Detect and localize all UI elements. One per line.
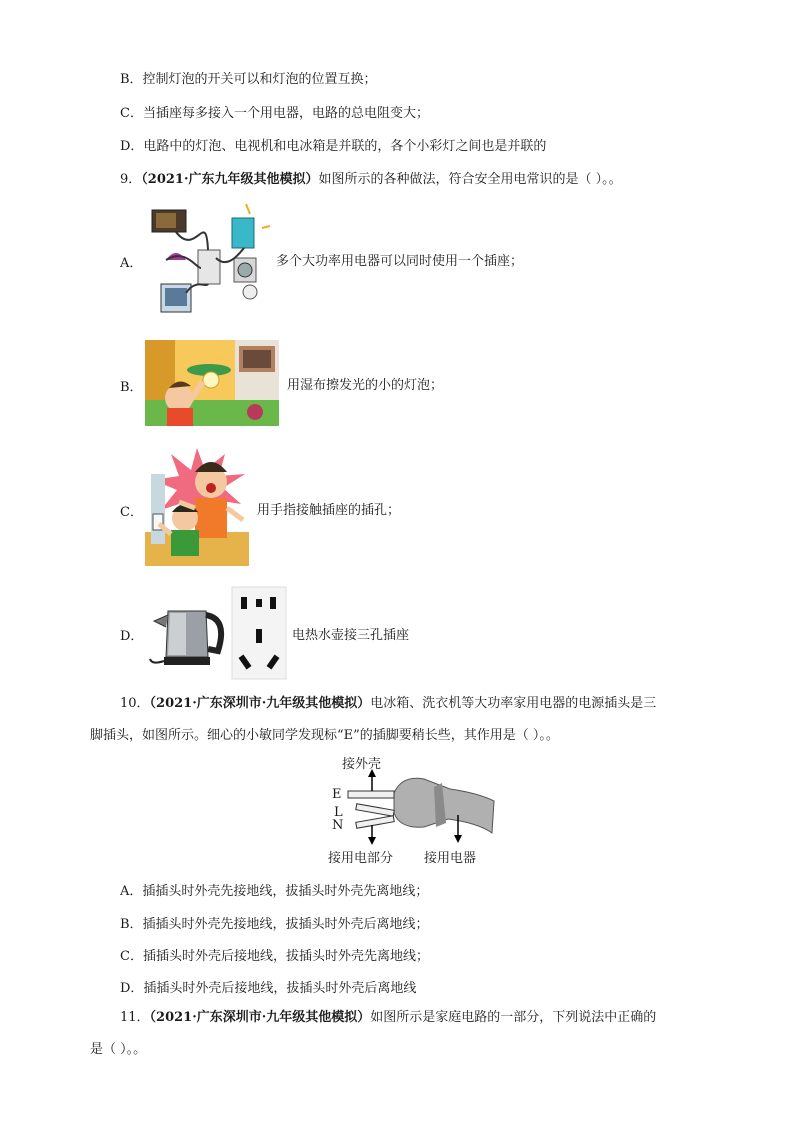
question-text: 电冰箱、洗衣机等大功率家用电器的电源插头是三 <box>370 696 657 711</box>
question-text: 如图所示是家庭电路的一部分，下列说法中正确的 <box>370 1010 657 1025</box>
question-text: 如图所示的各种做法，符合安全用电常识的是（ ）。。 <box>318 172 622 187</box>
q10-option-d: D．插插头时外壳后接地线，拔插头时外壳后离地线 <box>120 981 417 996</box>
question-number: 11． <box>120 1010 150 1025</box>
question-source: （2021·广东深圳市·九年级其他模拟） <box>149 696 371 711</box>
question-source: （2021·广东深圳市·九年级其他模拟） <box>149 1010 371 1025</box>
plug-label-bottom-right: 接用电器 <box>424 851 477 865</box>
appliances-on-one-socket-illustration <box>146 198 272 322</box>
plug-label-e: E <box>332 787 342 802</box>
question-source: （2021·广东九年级其他模拟） <box>141 172 319 187</box>
option-c-prev: C．当插座每多接入一个用电器，电路的总电阻变大； <box>120 106 429 121</box>
question-10-stem-line1 <box>120 692 656 711</box>
q9-option-a-text: 多个大功率用电器可以同时使用一个插座； <box>276 254 524 269</box>
question-9-stem <box>120 168 622 187</box>
plug-label-l: L <box>334 805 343 820</box>
question-number: 9． <box>120 172 142 187</box>
q10-option-a: A．插插头时外壳先接地线，拔插头时外壳先离地线； <box>120 884 429 899</box>
wet-cloth-light-bulb-illustration <box>145 340 279 426</box>
question-number: 10． <box>120 696 150 711</box>
q9-option-b-text: 用湿布擦发光的小的灯泡； <box>287 378 444 393</box>
kettle-three-hole-socket-illustration <box>146 585 288 681</box>
q9-option-a-label: A． <box>120 256 143 271</box>
option-d-prev: D．电路中的灯泡、电视机和电冰箱是并联的，各个小彩灯之间也是并联的 <box>120 139 547 154</box>
q10-option-c: C．插插头时外壳后接地线，拔插头时外壳先离地线； <box>120 949 429 964</box>
q9-option-d-label: D． <box>120 629 144 644</box>
plug-label-n: N <box>332 818 344 833</box>
q9-option-c-text: 用手指接触插座的插孔； <box>257 503 401 518</box>
q9-option-b-label: B． <box>120 380 143 395</box>
three-pin-plug-diagram <box>328 753 500 865</box>
question-10-stem-line2: 脚插头，如图所示。细心的小敏同学发现标“E”的插脚要稍长些，其作用是（ ）。。 <box>90 728 559 743</box>
q10-option-b: B．插插头时外壳先接地线，拔插头时外壳后离地线； <box>120 917 429 932</box>
finger-in-socket-illustration <box>145 444 249 566</box>
question-11-stem-line2: 是（ ）。。 <box>90 1042 147 1057</box>
plug-label-top: 接外壳 <box>342 757 382 772</box>
plug-label-bottom-left: 接用电部分 <box>328 851 394 865</box>
q9-option-c-label: C． <box>120 505 143 520</box>
option-b-prev: B．控制灯泡的开关可以和灯泡的位置互换； <box>120 72 377 87</box>
question-11-stem-line1 <box>120 1006 656 1025</box>
q9-option-d-text: 电热水壶接三孔插座 <box>292 628 410 643</box>
